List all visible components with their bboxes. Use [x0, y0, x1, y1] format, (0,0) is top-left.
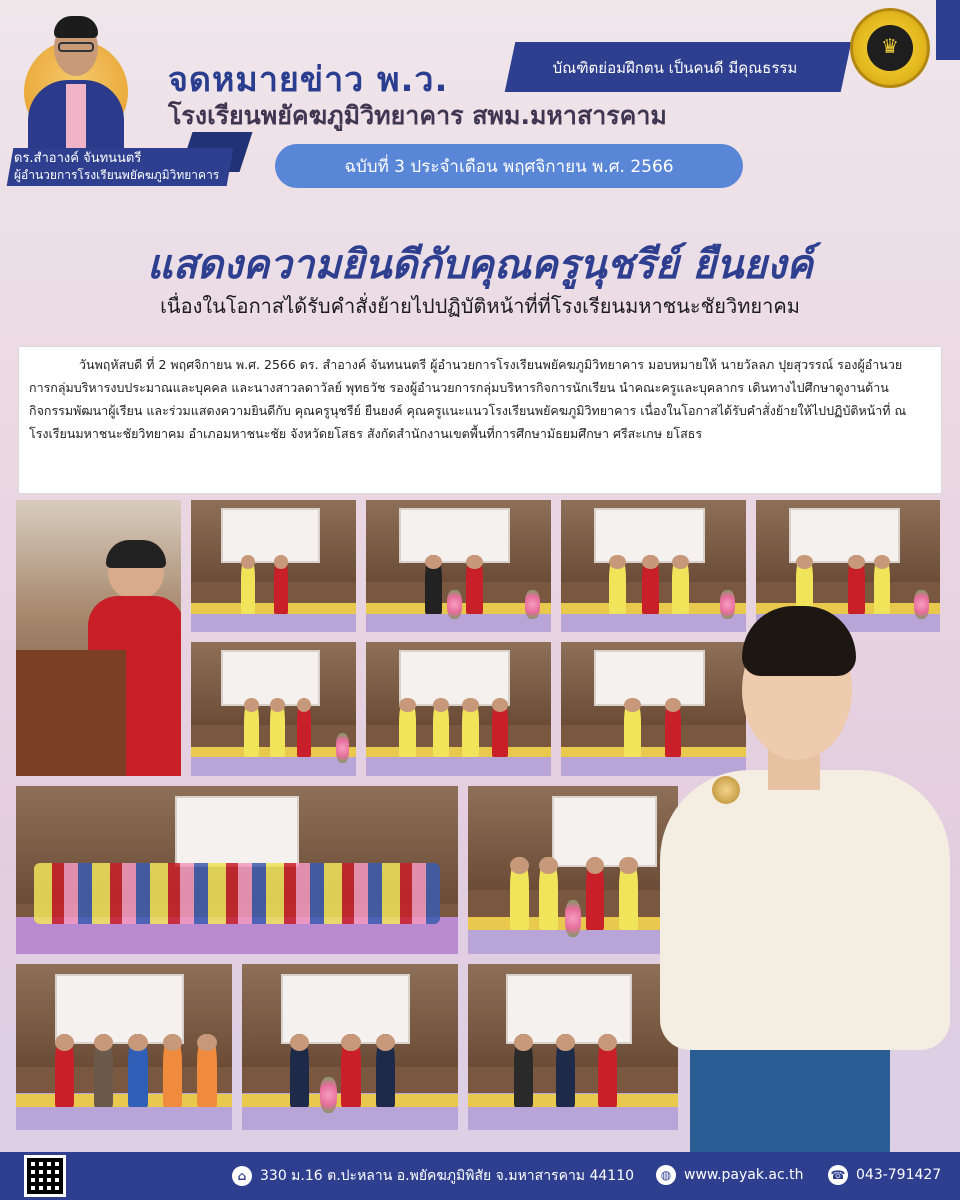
photo-9	[16, 964, 232, 1130]
website-link[interactable]: www.payak.ac.th	[684, 1167, 804, 1183]
school-seal-icon: ♛	[850, 8, 930, 88]
photo-10	[242, 964, 458, 1130]
photo-11	[468, 964, 678, 1130]
photo-speaker	[16, 500, 181, 776]
school-name: โรงเรียนพยัคฆภูมิวิทยาคาร สพม.มหาสารคาม	[168, 101, 667, 130]
globe-icon: ◍	[656, 1165, 676, 1185]
photo-1	[191, 500, 356, 632]
article-body: วันพฤหัสบดี ที่ 2 พฤศจิกายน พ.ศ. 2566 ดร. สำอางค์ จันทนนตรี ผู้อำนวยการโรงเรียนพยัคฆภูมิวิทยาคาร มอบหมายให้ นายวัลลภ ปุยสุวรรณ์ รองผู้อำนวยการกลุ่มบริหารงบประมาณและบุคคล และนางสาวลดาวัลย์ พุทธวัช รองผู้อำนวยการกลุ่มบริหารกิจการนักเรียน นำคณะครูและบุคลากร เดินทางไปศึกษาดูงานด้านกิจกรรมพัฒนาผู้เรียน และร่วมแสดงความยินดีกับ คุณครูนุชรีย์ ยืนยงค์ คุณครูแนะแนวโรงเรียนพยัคฆภูมิวิทยาคาร เนื่องในโอกาสได้รับคำสั่งย้ายให้ไปปฏิบัติหน้าที่ ณ โรงเรียนมหาชนะชัยวิทยาคม อำเภอมหาชนะชัย จังหวัดยโสธร สังกัดสำนักงานเขตพื้นที่การศึกษามัธยมศึกษา ศรีสะเกษ ยโสธร	[29, 357, 907, 441]
director-title: ผู้อำนวยการโรงเรียนพยัคฆภูมิวิทยาคาร	[14, 168, 220, 182]
phone-icon: ☎	[828, 1165, 848, 1185]
photo-2	[366, 500, 551, 632]
photo-group	[16, 786, 458, 954]
phone-number[interactable]: 043-791427	[856, 1167, 942, 1183]
corner-stripe	[936, 0, 960, 60]
qr-code-icon[interactable]	[24, 1155, 66, 1197]
director-portrait	[20, 10, 132, 150]
photo-5	[191, 642, 356, 776]
issue-badge: ฉบับที่ 3 ประจำเดือน พฤศจิกายน พ.ศ. 2566	[275, 144, 743, 188]
footer-address	[232, 1165, 634, 1187]
newsletter-title: จดหมายข่าว พ.ว.	[168, 60, 449, 100]
school-motto: บัณฑิตย่อมฝึกตน เป็นคนดี มีคุณธรรม	[552, 59, 798, 77]
address-text: 330 ม.16 ต.ปะหลาน อ.พยัคฆภูมิพิสัย จ.มหาสารคาม 44110	[260, 1168, 635, 1184]
article-headline: แสดงความยินดีกับคุณครูนุชรีย์ ยืนยงค์	[146, 242, 814, 288]
footer-phone[interactable]	[828, 1165, 941, 1185]
director-caption	[14, 150, 234, 184]
article-subheadline: เนื่องในโอกาสได้รับคำสั่งย้ายไปปฏิบัติหน้าที่ที่โรงเรียนมหาชนะชัยวิทยาคม	[160, 294, 800, 318]
featured-teacher-portrait	[650, 600, 960, 1160]
footer-website[interactable]	[656, 1165, 804, 1185]
home-icon: ⌂	[232, 1166, 252, 1186]
photo-6	[366, 642, 551, 776]
director-name: ดร.สำอางค์ จันทนนตรี	[14, 151, 142, 166]
photo-8	[468, 786, 678, 954]
article-body-box	[18, 346, 942, 494]
